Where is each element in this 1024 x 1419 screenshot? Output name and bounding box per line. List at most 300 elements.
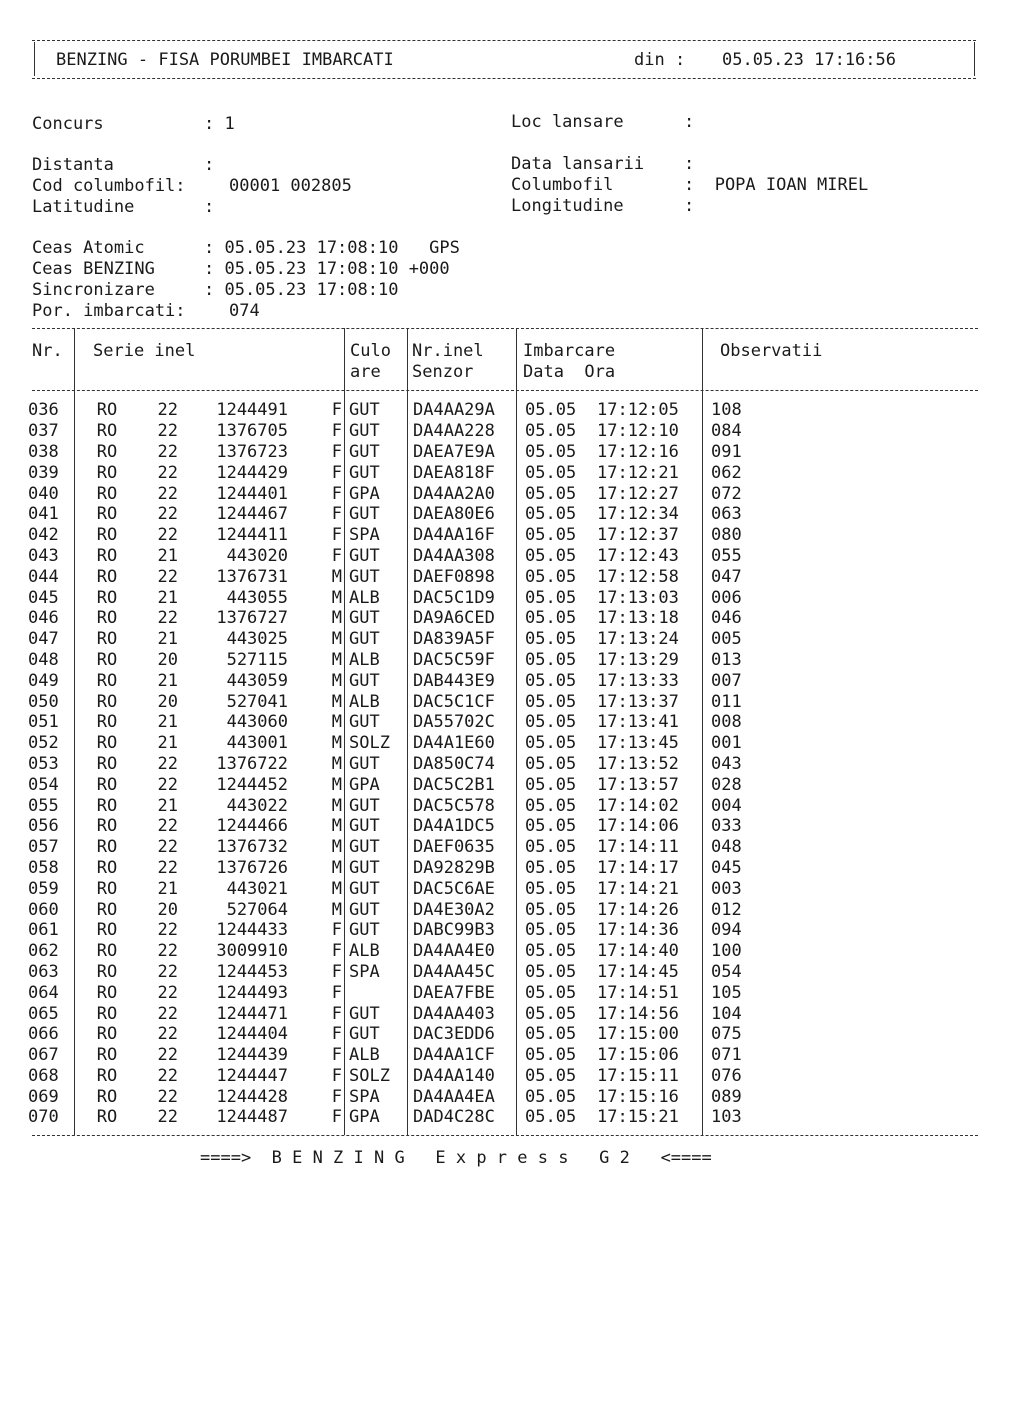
cell-date: 05.05 bbox=[525, 816, 577, 837]
table-row bbox=[28, 816, 771, 837]
table-row bbox=[28, 962, 771, 983]
cell-sensor: DA9A6CED bbox=[413, 608, 495, 629]
cell-year: 22 bbox=[157, 920, 178, 941]
cell-sensor: DAD4C28C bbox=[413, 1107, 495, 1128]
cell-obs: 045 bbox=[711, 857, 742, 878]
table-row bbox=[28, 982, 771, 1003]
ceas-atomic-label: Ceas Atomic bbox=[32, 238, 145, 258]
cell-sensor: DA839A5F bbox=[413, 629, 495, 650]
cell-date: 05.05 bbox=[525, 1003, 577, 1024]
cell-time: 17:13:29 bbox=[597, 649, 679, 670]
table-row bbox=[28, 421, 771, 442]
cell-obs: 001 bbox=[711, 733, 742, 754]
cell-time: 17:14:06 bbox=[597, 816, 679, 837]
cell-sensor: DAEA818F bbox=[413, 462, 495, 483]
cell-date: 05.05 bbox=[525, 441, 577, 462]
table-header-bottom-border bbox=[32, 390, 978, 391]
cell-sex: F bbox=[331, 545, 342, 566]
cell-sensor: DA4AA308 bbox=[413, 545, 495, 566]
cell-sensor: DA4A1E60 bbox=[413, 733, 495, 754]
cell-date: 05.05 bbox=[525, 961, 577, 982]
cell-sex: M bbox=[331, 712, 342, 733]
cell-nr: 069 bbox=[28, 1086, 59, 1107]
cell-time: 17:12:34 bbox=[597, 504, 679, 525]
table-row bbox=[28, 837, 771, 858]
cell-sex: F bbox=[331, 1086, 342, 1107]
ceas-benzing-value: : 05.05.23 17:08:10 +000 bbox=[204, 259, 450, 279]
cell-nr: 065 bbox=[28, 1003, 59, 1024]
cell-country: RO bbox=[96, 774, 118, 795]
cell-date: 05.05 bbox=[525, 837, 577, 858]
cell-time: 17:15:11 bbox=[597, 1065, 679, 1086]
cell-ring: 1244487 bbox=[216, 1107, 288, 1128]
cell-color: ALB bbox=[349, 691, 380, 712]
cell-color: GUT bbox=[349, 421, 380, 442]
cell-sex: M bbox=[331, 857, 342, 878]
cell-ring: 1244491 bbox=[216, 400, 288, 421]
cell-nr: 057 bbox=[28, 837, 59, 858]
cell-ring: 443001 bbox=[226, 733, 288, 754]
report-title: BENZING - FISA PORUMBEI IMBARCATI bbox=[56, 50, 394, 70]
table-row bbox=[28, 1107, 771, 1128]
cell-year: 22 bbox=[157, 1045, 178, 1066]
cell-country: RO bbox=[96, 1003, 118, 1024]
por-imbarcati-label: Por. imbarcati: bbox=[32, 301, 186, 321]
cell-nr: 053 bbox=[28, 753, 59, 774]
cell-obs: 047 bbox=[711, 566, 742, 587]
cell-year: 20 bbox=[157, 649, 178, 670]
cell-color: ALB bbox=[349, 649, 380, 670]
cell-country: RO bbox=[96, 504, 118, 525]
cell-year: 22 bbox=[157, 941, 178, 962]
cell-sensor: DA4AA45C bbox=[413, 961, 495, 982]
cell-sex: M bbox=[331, 691, 342, 712]
cell-ring: 443022 bbox=[226, 795, 288, 816]
latitudine-value: : bbox=[204, 197, 215, 217]
cell-ring: 1376705 bbox=[216, 421, 288, 442]
cell-country: RO bbox=[96, 691, 118, 712]
cell-year: 21 bbox=[157, 545, 178, 566]
cell-color: GUT bbox=[349, 753, 380, 774]
table-row bbox=[28, 629, 771, 650]
cell-time: 17:14:02 bbox=[597, 795, 679, 816]
data-lansarii-value: : bbox=[684, 154, 695, 174]
cell-nr: 040 bbox=[28, 483, 59, 504]
cell-nr: 054 bbox=[28, 774, 59, 795]
cell-year: 22 bbox=[157, 961, 178, 982]
cell-sex: M bbox=[331, 816, 342, 837]
header-left-border bbox=[34, 42, 35, 76]
table-row bbox=[28, 587, 771, 608]
table-row bbox=[28, 1024, 771, 1045]
table-row bbox=[28, 1086, 771, 1107]
cell-sex: F bbox=[331, 961, 342, 982]
cell-year: 21 bbox=[157, 878, 178, 899]
cell-obs: 007 bbox=[711, 670, 742, 691]
por-imbarcati-value: 074 bbox=[229, 301, 260, 321]
cell-sex: M bbox=[331, 795, 342, 816]
cell-obs: 076 bbox=[711, 1065, 742, 1086]
cell-color: GUT bbox=[349, 566, 380, 587]
cell-sex: F bbox=[331, 1003, 342, 1024]
cell-country: RO bbox=[96, 608, 118, 629]
cell-ring: 443059 bbox=[226, 670, 288, 691]
distanta-label: Distanta bbox=[32, 155, 114, 175]
cell-ring: 1244433 bbox=[216, 920, 288, 941]
cell-color: GUT bbox=[349, 629, 380, 650]
cell-time: 17:12:58 bbox=[597, 566, 679, 587]
cell-country: RO bbox=[96, 587, 118, 608]
cell-time: 17:13:57 bbox=[597, 774, 679, 795]
cell-date: 05.05 bbox=[525, 1065, 577, 1086]
cell-obs: 011 bbox=[711, 691, 742, 712]
cell-color bbox=[346, 982, 411, 1003]
cell-obs: 108 bbox=[711, 400, 742, 421]
cell-country: RO bbox=[96, 941, 118, 962]
cell-sex: M bbox=[331, 629, 342, 650]
col-header-culoare-2: are bbox=[350, 362, 381, 382]
table-row bbox=[28, 1066, 771, 1087]
cell-color: ALB bbox=[349, 587, 380, 608]
cell-color: GUT bbox=[349, 1024, 380, 1045]
cell-year: 22 bbox=[157, 483, 178, 504]
cell-ring: 1376723 bbox=[216, 441, 288, 462]
cell-obs: 072 bbox=[711, 483, 742, 504]
cell-sensor: DAEA7E9A bbox=[413, 441, 495, 462]
cell-obs: 054 bbox=[711, 961, 742, 982]
cell-time: 17:12:05 bbox=[597, 400, 679, 421]
cell-time: 17:13:41 bbox=[597, 712, 679, 733]
cell-sensor: DAC3EDD6 bbox=[413, 1024, 495, 1045]
cell-nr: 036 bbox=[28, 400, 59, 421]
cell-sensor: DAC5C1D9 bbox=[413, 587, 495, 608]
col-header-observatii: Observatii bbox=[720, 341, 823, 361]
cell-date: 05.05 bbox=[525, 608, 577, 629]
cell-nr: 070 bbox=[28, 1107, 59, 1128]
cell-obs: 089 bbox=[711, 1086, 742, 1107]
cell-time: 17:12:10 bbox=[597, 421, 679, 442]
cell-year: 21 bbox=[157, 712, 178, 733]
cell-nr: 039 bbox=[28, 462, 59, 483]
table-top-border bbox=[32, 328, 978, 329]
cell-time: 17:14:45 bbox=[597, 961, 679, 982]
cell-color: GUT bbox=[349, 878, 380, 899]
cell-color: SOLZ bbox=[349, 733, 390, 754]
cell-time: 17:13:52 bbox=[597, 753, 679, 774]
cell-year: 22 bbox=[157, 1024, 178, 1045]
cell-time: 17:13:18 bbox=[597, 608, 679, 629]
cell-color: GUT bbox=[349, 816, 380, 837]
cell-sex: F bbox=[331, 941, 342, 962]
cell-country: RO bbox=[96, 421, 118, 442]
cell-obs: 006 bbox=[711, 587, 742, 608]
cell-nr: 038 bbox=[28, 441, 59, 462]
table-row bbox=[28, 712, 771, 733]
table-row bbox=[28, 795, 771, 816]
cell-obs: 100 bbox=[711, 941, 742, 962]
cell-sex: M bbox=[331, 774, 342, 795]
cell-country: RO bbox=[96, 545, 118, 566]
cell-ring: 1376726 bbox=[216, 857, 288, 878]
cell-date: 05.05 bbox=[525, 753, 577, 774]
cell-date: 05.05 bbox=[525, 462, 577, 483]
cell-nr: 055 bbox=[28, 795, 59, 816]
cell-ring: 1376727 bbox=[216, 608, 288, 629]
cell-country: RO bbox=[96, 712, 118, 733]
table-row bbox=[28, 566, 771, 587]
table-row bbox=[28, 774, 771, 795]
cell-year: 22 bbox=[157, 504, 178, 525]
cell-year: 22 bbox=[157, 753, 178, 774]
cell-sex: M bbox=[331, 899, 342, 920]
cell-sensor: DAEF0898 bbox=[413, 566, 495, 587]
table-row bbox=[28, 608, 771, 629]
cell-color: GUT bbox=[349, 1003, 380, 1024]
cell-sex: F bbox=[331, 920, 342, 941]
cell-color: GPA bbox=[349, 774, 380, 795]
cell-nr: 043 bbox=[28, 545, 59, 566]
cell-date: 05.05 bbox=[525, 545, 577, 566]
cell-sensor: DAEA80E6 bbox=[413, 504, 495, 525]
cell-year: 22 bbox=[157, 566, 178, 587]
cell-ring: 527041 bbox=[226, 691, 288, 712]
cell-country: RO bbox=[96, 816, 118, 837]
loc-lansare-label: Loc lansare bbox=[511, 112, 624, 132]
ceas-atomic-value: : 05.05.23 17:08:10 GPS bbox=[204, 238, 460, 258]
cell-time: 17:13:24 bbox=[597, 629, 679, 650]
data-lansarii-label: Data lansarii bbox=[511, 154, 645, 174]
cell-color: GUT bbox=[349, 400, 380, 421]
cell-country: RO bbox=[96, 483, 118, 504]
cell-country: RO bbox=[96, 1107, 118, 1128]
cell-time: 17:12:21 bbox=[597, 462, 679, 483]
cell-time: 17:14:17 bbox=[597, 857, 679, 878]
cell-obs: 071 bbox=[711, 1045, 742, 1066]
cell-country: RO bbox=[96, 1065, 118, 1086]
cell-nr: 068 bbox=[28, 1065, 59, 1086]
cell-date: 05.05 bbox=[525, 920, 577, 941]
cell-sensor: DAB443E9 bbox=[413, 670, 495, 691]
cell-sensor: DAEA7FBE bbox=[413, 982, 495, 1003]
cell-sex: F bbox=[331, 462, 342, 483]
cell-time: 17:12:43 bbox=[597, 545, 679, 566]
cell-obs: 004 bbox=[711, 795, 742, 816]
cell-sensor: DAEF0635 bbox=[413, 837, 495, 858]
distanta-value: : bbox=[204, 155, 215, 175]
table-row bbox=[28, 1003, 771, 1024]
cell-year: 22 bbox=[157, 462, 178, 483]
cell-time: 17:15:00 bbox=[597, 1024, 679, 1045]
cell-sensor: DA4AA4E0 bbox=[413, 941, 495, 962]
concurs-label: Concurs bbox=[32, 114, 104, 134]
cell-obs: 062 bbox=[711, 462, 742, 483]
col-header-imbarcare-2: Data Ora bbox=[523, 362, 616, 382]
cell-obs: 008 bbox=[711, 712, 742, 733]
cell-country: RO bbox=[96, 566, 118, 587]
cell-sex: F bbox=[331, 525, 342, 546]
cell-sex: F bbox=[331, 483, 342, 504]
cell-sex: F bbox=[331, 1045, 342, 1066]
cell-nr: 067 bbox=[28, 1045, 59, 1066]
pigeon-table bbox=[28, 400, 771, 1128]
cell-sensor: DAC5C6AE bbox=[413, 878, 495, 899]
cell-year: 21 bbox=[157, 795, 178, 816]
cell-sensor: DA4A1DC5 bbox=[413, 816, 495, 837]
cell-country: RO bbox=[96, 1086, 118, 1107]
sincronizare-label: Sincronizare bbox=[32, 280, 155, 300]
cell-obs: 094 bbox=[711, 920, 742, 941]
cell-year: 22 bbox=[157, 608, 178, 629]
cell-ring: 1244447 bbox=[216, 1065, 288, 1086]
cell-year: 22 bbox=[157, 525, 178, 546]
cell-date: 05.05 bbox=[525, 982, 577, 1003]
cell-color: SPA bbox=[349, 1086, 380, 1107]
cell-sensor: DA55702C bbox=[413, 712, 495, 733]
cell-country: RO bbox=[96, 753, 118, 774]
cell-country: RO bbox=[96, 982, 118, 1003]
cell-nr: 042 bbox=[28, 525, 59, 546]
cell-obs: 084 bbox=[711, 421, 742, 442]
cell-sex: M bbox=[331, 587, 342, 608]
cell-date: 05.05 bbox=[525, 566, 577, 587]
cell-year: 20 bbox=[157, 899, 178, 920]
cell-date: 05.05 bbox=[525, 587, 577, 608]
cell-color: GUT bbox=[349, 899, 380, 920]
cell-sensor: DA4AA403 bbox=[413, 1003, 495, 1024]
cell-country: RO bbox=[96, 899, 118, 920]
cell-country: RO bbox=[96, 525, 118, 546]
cell-country: RO bbox=[96, 649, 118, 670]
table-row bbox=[28, 670, 771, 691]
cell-obs: 055 bbox=[711, 545, 742, 566]
cell-date: 05.05 bbox=[525, 1024, 577, 1045]
cell-obs: 005 bbox=[711, 629, 742, 650]
cell-obs: 028 bbox=[711, 774, 742, 795]
cell-nr: 046 bbox=[28, 608, 59, 629]
cell-color: SOLZ bbox=[349, 1065, 390, 1086]
table-row bbox=[28, 525, 771, 546]
cell-nr: 051 bbox=[28, 712, 59, 733]
cell-nr: 047 bbox=[28, 629, 59, 650]
cell-time: 17:15:16 bbox=[597, 1086, 679, 1107]
cod-columbofil-value: 00001 002805 bbox=[229, 176, 352, 196]
cell-year: 21 bbox=[157, 629, 178, 650]
cell-sensor: DABC99B3 bbox=[413, 920, 495, 941]
cell-time: 17:15:21 bbox=[597, 1107, 679, 1128]
cell-sensor: DAC5C2B1 bbox=[413, 774, 495, 795]
cell-date: 05.05 bbox=[525, 525, 577, 546]
cell-ring: 1244471 bbox=[216, 1003, 288, 1024]
cell-year: 21 bbox=[157, 733, 178, 754]
col-header-nr-inel-1: Nr.inel bbox=[412, 341, 484, 361]
cell-ring: 443060 bbox=[226, 712, 288, 733]
cell-year: 22 bbox=[157, 1065, 178, 1086]
cell-date: 05.05 bbox=[525, 400, 577, 421]
cell-nr: 060 bbox=[28, 899, 59, 920]
cell-nr: 063 bbox=[28, 961, 59, 982]
col-header-imbarcare-1: Imbarcare bbox=[523, 341, 616, 361]
ceas-benzing-label: Ceas BENZING bbox=[32, 259, 155, 279]
cell-ring: 1244452 bbox=[216, 774, 288, 795]
cell-date: 05.05 bbox=[525, 795, 577, 816]
cell-sex: F bbox=[331, 1024, 342, 1045]
cell-nr: 048 bbox=[28, 649, 59, 670]
cell-country: RO bbox=[96, 462, 118, 483]
cell-sensor: DA4AA4EA bbox=[413, 1086, 495, 1107]
columbofil-label: Columbofil bbox=[511, 175, 614, 195]
cell-time: 17:14:36 bbox=[597, 920, 679, 941]
cell-color: SPA bbox=[349, 961, 380, 982]
cell-ring: 1376732 bbox=[216, 837, 288, 858]
cell-nr: 058 bbox=[28, 857, 59, 878]
cell-ring: 3009910 bbox=[216, 941, 288, 962]
cell-nr: 045 bbox=[28, 587, 59, 608]
cell-color: GUT bbox=[349, 608, 380, 629]
longitudine-value: : bbox=[684, 196, 695, 216]
cell-year: 22 bbox=[157, 1086, 178, 1107]
cell-time: 17:14:26 bbox=[597, 899, 679, 920]
cell-country: RO bbox=[96, 961, 118, 982]
cell-sex: M bbox=[331, 753, 342, 774]
cell-ring: 1244401 bbox=[216, 483, 288, 504]
table-bottom-border bbox=[32, 1135, 978, 1136]
cell-sex: F bbox=[331, 441, 342, 462]
cell-country: RO bbox=[96, 920, 118, 941]
cell-year: 21 bbox=[157, 670, 178, 691]
table-row bbox=[28, 1045, 771, 1066]
header-right-border bbox=[974, 42, 975, 76]
cell-year: 22 bbox=[157, 1107, 178, 1128]
cell-nr: 061 bbox=[28, 920, 59, 941]
cell-time: 17:12:37 bbox=[597, 525, 679, 546]
cell-color: SPA bbox=[349, 525, 380, 546]
cell-obs: 091 bbox=[711, 441, 742, 462]
loc-lansare-value: : bbox=[684, 112, 695, 132]
cell-year: 22 bbox=[157, 441, 178, 462]
cell-nr: 037 bbox=[28, 421, 59, 442]
cod-columbofil-label: Cod columbofil: bbox=[32, 176, 186, 196]
cell-obs: 104 bbox=[711, 1003, 742, 1024]
cell-ring: 1244439 bbox=[216, 1045, 288, 1066]
cell-ring: 1376722 bbox=[216, 753, 288, 774]
cell-date: 05.05 bbox=[525, 941, 577, 962]
cell-nr: 050 bbox=[28, 691, 59, 712]
cell-country: RO bbox=[96, 441, 118, 462]
cell-nr: 041 bbox=[28, 504, 59, 525]
cell-sensor: DA92829B bbox=[413, 857, 495, 878]
cell-sex: F bbox=[331, 421, 342, 442]
cell-time: 17:12:27 bbox=[597, 483, 679, 504]
cell-ring: 1244453 bbox=[216, 961, 288, 982]
cell-sex: F bbox=[331, 400, 342, 421]
cell-sensor: DAC5C59F bbox=[413, 649, 495, 670]
cell-date: 05.05 bbox=[525, 1045, 577, 1066]
cell-country: RO bbox=[96, 837, 118, 858]
cell-color: GUT bbox=[349, 462, 380, 483]
cell-sex: F bbox=[331, 1065, 342, 1086]
footer-brand: ====> B E N Z I N G E x p r e s s G 2 <==== bbox=[200, 1148, 712, 1168]
cell-sex: M bbox=[331, 837, 342, 858]
cell-color: GUT bbox=[349, 837, 380, 858]
cell-date: 05.05 bbox=[525, 899, 577, 920]
cell-ring: 443025 bbox=[226, 629, 288, 650]
cell-sensor: DA4AA228 bbox=[413, 421, 495, 442]
cell-ring: 443020 bbox=[226, 545, 288, 566]
cell-obs: 048 bbox=[711, 837, 742, 858]
table-row bbox=[28, 546, 771, 567]
table-row bbox=[28, 878, 771, 899]
cell-sex: M bbox=[331, 649, 342, 670]
